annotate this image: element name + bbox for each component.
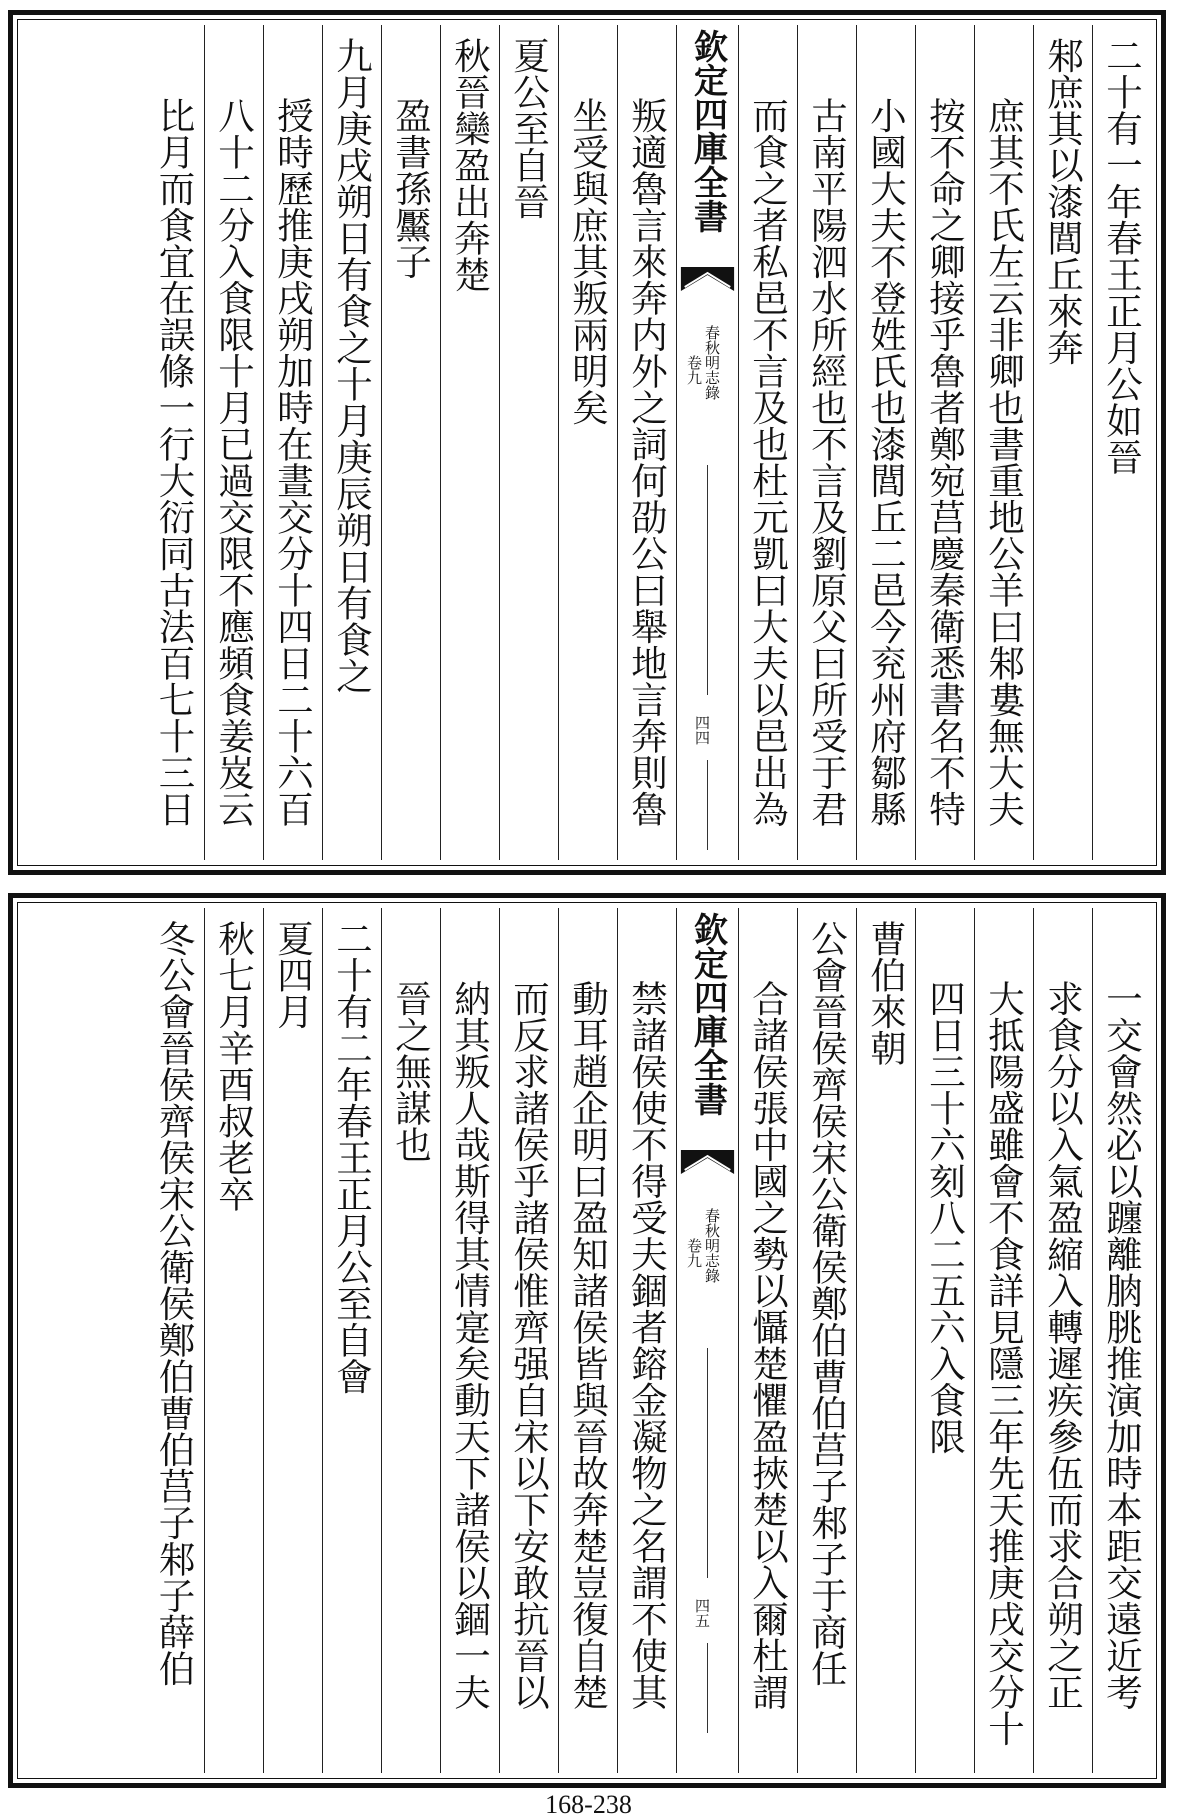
text-column (974, 25, 1033, 860)
text-column (915, 908, 974, 1773)
column-text: 秋七月辛酉叔老卒 (212, 920, 256, 1212)
column-text: 八十二分入食限十月已過交限不應頻食姜岌云 (212, 97, 256, 827)
text-column (856, 25, 915, 860)
text-column (145, 25, 204, 860)
text-column (617, 25, 676, 860)
column-text: 納其叛人哉斯得其情寔矣動天下諸侯以錮一夫 (448, 980, 492, 1710)
column-text: 秋晉欒盈出奔楚 (448, 37, 492, 293)
center-gutter (676, 908, 738, 1773)
gutter-rule (707, 465, 708, 695)
fishtail-mark-icon (679, 1148, 736, 1178)
column-text: 邾庶其以漆閭丘來奔 (1041, 37, 1085, 366)
fishtail-mark-icon (679, 265, 736, 295)
folio-number: 四五 (693, 1598, 711, 1628)
text-column (204, 25, 263, 860)
folio-number: 四四 (693, 715, 711, 745)
bottom-text-columns (23, 908, 1151, 1773)
column-text: 庶其不氏左云非卿也書重地公羊曰邾婁無大夫 (982, 97, 1026, 827)
column-text: 晉之無謀也 (389, 980, 433, 1163)
gutter-rule (707, 1643, 708, 1733)
text-column (1092, 908, 1151, 1773)
column-text: 而反求諸侯乎諸侯惟齊强自宋以下安敢抗晉以 (507, 980, 551, 1710)
column-text: 禁諸侯使不得受夫錮者鎔金凝物之名謂不使其 (625, 980, 669, 1710)
column-text: 冬公會晉侯齊侯宋公衛侯鄭伯曹伯莒子邾子薛伯 (153, 920, 196, 1687)
text-column (204, 908, 263, 1773)
column-text: 夏公至自晉 (507, 37, 551, 220)
gutter-rule (707, 760, 708, 850)
column-text: 叛適魯言來奔内外之詞何劭公曰舉地言奔則魯 (625, 97, 669, 827)
gutter-rule (707, 1348, 708, 1578)
text-column (263, 908, 322, 1773)
text-column (1033, 25, 1092, 860)
text-column (558, 908, 617, 1773)
text-column (322, 908, 381, 1773)
top-text-columns (23, 25, 1151, 860)
column-text: 比月而食宜在誤條一行大衍同古法百七十三日 (153, 97, 196, 827)
text-column (797, 25, 856, 860)
volume-label: 卷九 (685, 355, 703, 385)
text-column (499, 25, 558, 860)
text-column (738, 25, 797, 860)
book-title: 欽定四庫全書 (687, 29, 728, 233)
text-column (440, 25, 499, 860)
column-text: 坐受與庶其叛兩明矣 (566, 97, 610, 426)
text-column (856, 908, 915, 1773)
center-gutter (676, 25, 738, 860)
text-column (381, 908, 440, 1773)
column-text: 二十有一年春王正月公如晉 (1100, 37, 1144, 475)
text-column (974, 908, 1033, 1773)
text-column (797, 908, 856, 1773)
text-column (915, 25, 974, 860)
text-column (617, 908, 676, 1773)
book-name: 春秋明志錄 (703, 1208, 721, 1283)
book-title: 欽定四庫全書 (687, 912, 728, 1116)
top-page-panel (8, 10, 1166, 875)
page-number: 168-238 (545, 1790, 632, 1819)
column-text: 大抵陽盛雖會不食詳見隱三年先天推庚戌交分十 (982, 980, 1026, 1747)
text-column (145, 908, 204, 1773)
text-column (440, 908, 499, 1773)
text-column (381, 25, 440, 860)
text-column (558, 25, 617, 860)
column-text: 小國大夫不登姓氏也漆閭丘二邑今兖州府鄒縣 (864, 97, 908, 827)
book-name: 春秋明志錄 (703, 325, 721, 400)
column-text: 古南平陽泗水所經也不言及劉原父曰所受于君 (805, 97, 849, 827)
column-text: 按不命之卿接乎魯者鄭宛莒慶秦衛悉書名不特 (923, 97, 967, 827)
bottom-page-panel (8, 893, 1166, 1788)
column-text: 曹伯來朝 (864, 920, 908, 1066)
text-column (1092, 25, 1151, 860)
volume-label: 卷九 (685, 1238, 703, 1268)
column-text: 而食之者私邑不言及也杜元凱曰大夫以邑出為 (746, 97, 790, 827)
column-text: 一交會然必以躔離朒朓推演加時本距交遠近考 (1100, 980, 1144, 1710)
column-text: 盈書孫黶子 (389, 97, 433, 280)
column-text: 動耳趙企明曰盈知諸侯皆與晉故奔楚豈復自楚 (566, 980, 610, 1710)
column-text: 夏四月 (271, 920, 315, 1030)
column-text: 四日三十六刻八二五六入食限 (923, 980, 967, 1455)
text-column (263, 25, 322, 860)
column-text: 公會晉侯齊侯宋公衛侯鄭伯曹伯莒子邾子于商任 (805, 920, 849, 1687)
text-column (322, 25, 381, 860)
column-text: 二十有二年春王正月公至自會 (330, 920, 374, 1395)
text-column (1033, 908, 1092, 1773)
column-text: 九月庚戌朔日有食之十月庚辰朔日有食之 (330, 37, 374, 694)
text-column (738, 908, 797, 1773)
text-column (499, 908, 558, 1773)
column-text: 求食分以入氣盈縮入轉遲疾參伍而求合朔之正 (1041, 980, 1085, 1710)
column-text: 授時歷推庚戌朔加時在晝交分十四日二十六百 (271, 97, 315, 827)
column-text: 合諸侯張中國之勢以懾楚懼盈挾楚以入爾杜謂 (746, 980, 790, 1710)
